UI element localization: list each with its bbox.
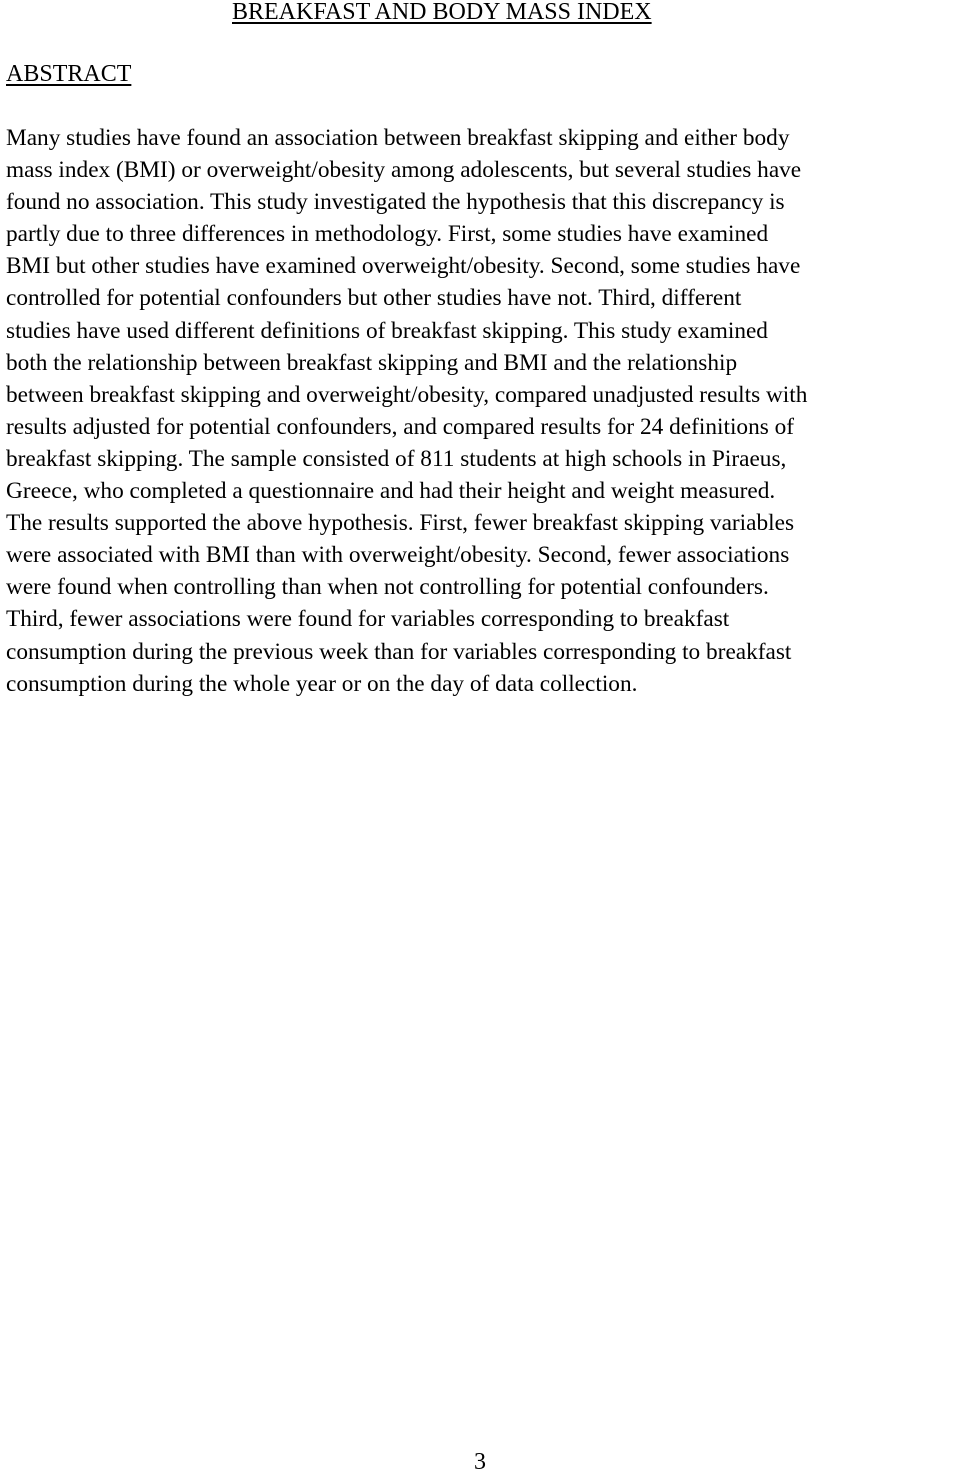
abstract-line: mass index (BMI) or overweight/obesity among adolescents, but several studies have <box>6 157 802 184</box>
abstract-line: Greece, who completed a questionnaire and had their height and weight measured. <box>6 478 776 505</box>
abstract-line: results adjusted for potential confounders, and compared results for 24 definitions of <box>6 413 795 440</box>
abstract-line: Third, fewer associations were found for variables corresponding to breakfast <box>6 606 730 633</box>
abstract-line: were found when controlling than when not controlling for potential confounders. <box>6 574 769 601</box>
abstract-line: The results supported the above hypothesis. First, fewer breakfast skipping variables <box>6 510 795 537</box>
abstract-line: controlled for potential confounders but other studies have not. Third, different <box>6 285 742 312</box>
abstract-line: BMI but other studies have examined overweight/obesity. Second, some studies have <box>6 253 801 280</box>
abstract-line: consumption during the previous week than for variables corresponding to breakfast <box>6 638 792 665</box>
abstract-line: breakfast skipping. The sample consisted of 811 students at high schools in Piraeus, <box>6 445 787 472</box>
abstract-text <box>6 122 956 700</box>
abstract-line: Many studies have found an association between breakfast skipping and either body <box>6 125 790 151</box>
abstract-line: between breakfast skipping and overweight/obesity, compared unadjusted results with <box>6 381 808 408</box>
document-title: BREAKFAST AND BODY MASS INDEX <box>232 0 652 25</box>
abstract-line: partly due to three differences in methodology. First, some studies have examined <box>6 221 769 248</box>
abstract-line: found no association. This study investigated the hypothesis that this discrepancy is <box>6 189 785 216</box>
abstract-line: were associated with BMI than with overweight/obesity. Second, fewer associations <box>6 542 790 569</box>
abstract-line: studies have used different definitions of breakfast skipping. This study examined <box>6 317 768 344</box>
abstract-heading: ABSTRACT <box>6 61 132 87</box>
page-number: 3 <box>474 1449 486 1475</box>
abstract-line: consumption during the whole year or on the day of data collection. <box>6 670 638 697</box>
abstract-line: both the relationship between breakfast skipping and BMI and the relationship <box>6 349 738 376</box>
